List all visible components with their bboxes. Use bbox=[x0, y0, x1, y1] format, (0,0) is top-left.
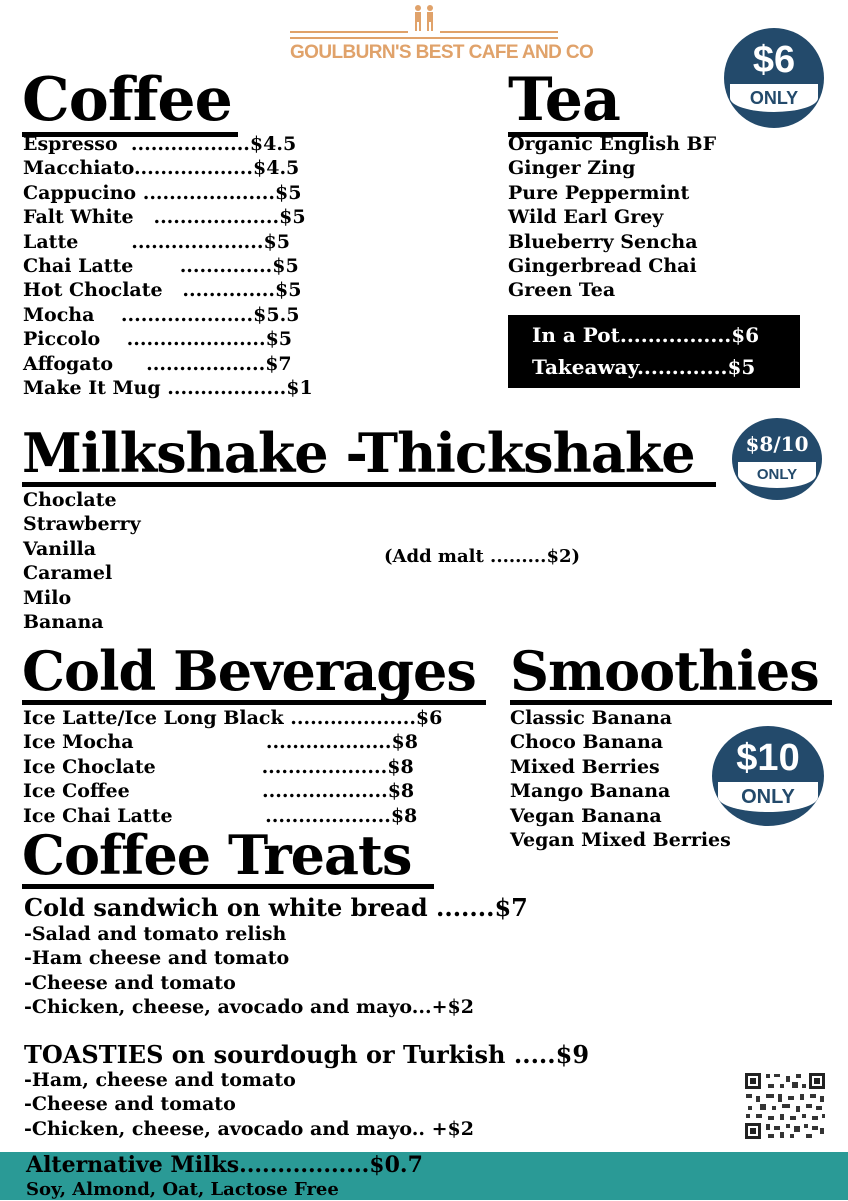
pot-price: In a Pot................$6 bbox=[532, 323, 760, 347]
list-item: -Salad and tomato relish bbox=[24, 923, 287, 945]
list-item: Chai Latte ..............$5 bbox=[23, 255, 299, 278]
list-item: Make It Mug ..................$1 bbox=[23, 377, 313, 400]
list-item: Ice Coffee ...................$8 bbox=[23, 780, 415, 803]
qr-code-icon bbox=[744, 1072, 826, 1140]
list-item: Hot Choclate ..............$5 bbox=[23, 279, 302, 302]
list-item: Ice Mocha ...................$8 bbox=[23, 731, 418, 754]
list-item: Vegan Banana bbox=[510, 804, 662, 827]
coffee-title: Coffee bbox=[22, 70, 238, 137]
list-item: Classic Banana bbox=[510, 707, 673, 729]
list-item: Falt White ...................$5 bbox=[23, 206, 306, 229]
badge-note: ONLY bbox=[738, 462, 816, 488]
list-item: Ice Chai Latte ...................$8 bbox=[23, 804, 418, 827]
toasties-list bbox=[24, 1068, 544, 1141]
list-item: Vanilla bbox=[23, 537, 97, 560]
list-item: Choclate bbox=[23, 489, 117, 511]
toasties-heading: TOASTIES on sourdough or Turkish .....$9 bbox=[24, 1040, 590, 1069]
list-item: Green Tea bbox=[508, 279, 616, 302]
smoothies-price-badge bbox=[712, 726, 824, 826]
list-item: Latte ....................$5 bbox=[23, 230, 290, 253]
list-item: Mango Banana bbox=[510, 780, 671, 803]
badge-note: ONLY bbox=[730, 84, 818, 112]
list-item: -Cheese and tomato bbox=[24, 971, 236, 994]
logo-rule-left bbox=[290, 31, 408, 33]
header-logo bbox=[290, 4, 594, 68]
list-item: Blueberry Sencha bbox=[508, 230, 698, 253]
list-item: Macchiato..................$4.5 bbox=[23, 157, 300, 180]
list-item: Espresso ..................$4.5 bbox=[23, 133, 297, 155]
list-item: Choco Banana bbox=[510, 731, 664, 754]
logo-rule-mid bbox=[290, 37, 558, 39]
badge-note: ONLY bbox=[718, 782, 818, 812]
list-item: Strawberry bbox=[23, 513, 141, 536]
tea-list bbox=[508, 132, 748, 303]
list-item: Organic English BF bbox=[508, 133, 717, 155]
list-item: Caramel bbox=[23, 562, 113, 585]
list-item: -Ham, cheese and tomato bbox=[24, 1069, 296, 1091]
list-item: Vegan Mixed Berries bbox=[510, 829, 731, 852]
list-item: Gingerbread Chai bbox=[508, 255, 697, 278]
sandwich-heading: Cold sandwich on white bread .......$7 bbox=[24, 893, 528, 922]
list-item: Affogato ..................$7 bbox=[23, 352, 292, 375]
smoothies-title: Smoothies bbox=[510, 644, 832, 705]
list-item: Ice Choclate ...................$8 bbox=[23, 755, 414, 778]
cold-title: Cold Beverages bbox=[22, 644, 486, 705]
alt-milks-heading: Alternative Milks.................$0.7 bbox=[26, 1152, 423, 1178]
list-item: Mocha ....................$5.5 bbox=[23, 303, 300, 326]
logo-rule-right bbox=[440, 31, 558, 33]
list-item: Piccolo .....................$5 bbox=[23, 328, 293, 351]
list-item: Ginger Zing bbox=[508, 157, 636, 180]
list-item: -Chicken, cheese, avocado and mayo...+$2 bbox=[24, 996, 474, 1019]
tea-pot-box bbox=[508, 315, 800, 388]
alt-milks-list: Soy, Almond, Oat, Lactose Free bbox=[26, 1179, 339, 1200]
list-item: -Ham cheese and tomato bbox=[24, 947, 290, 970]
tea-title: Tea bbox=[508, 70, 648, 137]
list-item: Banana bbox=[23, 611, 104, 634]
list-item: Pure Peppermint bbox=[508, 181, 690, 204]
list-item: Milo bbox=[23, 586, 72, 609]
list-item: Wild Earl Grey bbox=[508, 206, 664, 229]
alt-milks-bar bbox=[0, 1152, 848, 1200]
badge-price: $6 bbox=[752, 39, 796, 81]
sandwich-list bbox=[24, 922, 544, 1020]
list-item: Cappucino ....................$5 bbox=[23, 181, 302, 204]
list-item: -Cheese and tomato bbox=[24, 1093, 236, 1116]
shakes-title: Milkshake -Thickshake bbox=[22, 426, 716, 487]
badge-price: $8/10 bbox=[745, 432, 809, 456]
brand-name: GOULBURN'S BEST CAFE AND CO bbox=[290, 42, 594, 63]
two-people-icon bbox=[409, 4, 439, 32]
coffee-list bbox=[23, 132, 353, 400]
shakes-list bbox=[23, 488, 223, 634]
tea-price-badge bbox=[724, 28, 824, 128]
list-item: Ice Latte/Ice Long Black ...................$6 bbox=[23, 707, 443, 729]
treats-title: Coffee Treats bbox=[22, 828, 434, 889]
shakes-price-badge bbox=[732, 418, 822, 500]
list-item: -Chicken, cheese, avocado and mayo.. +$2 bbox=[24, 1117, 474, 1140]
badge-price: $10 bbox=[736, 737, 800, 779]
cold-list bbox=[23, 706, 493, 828]
list-item: Mixed Berries bbox=[510, 755, 660, 778]
malt-addon: (Add malt .........$2) bbox=[384, 546, 581, 567]
takeaway-price: Takeaway.............$5 bbox=[532, 355, 756, 379]
